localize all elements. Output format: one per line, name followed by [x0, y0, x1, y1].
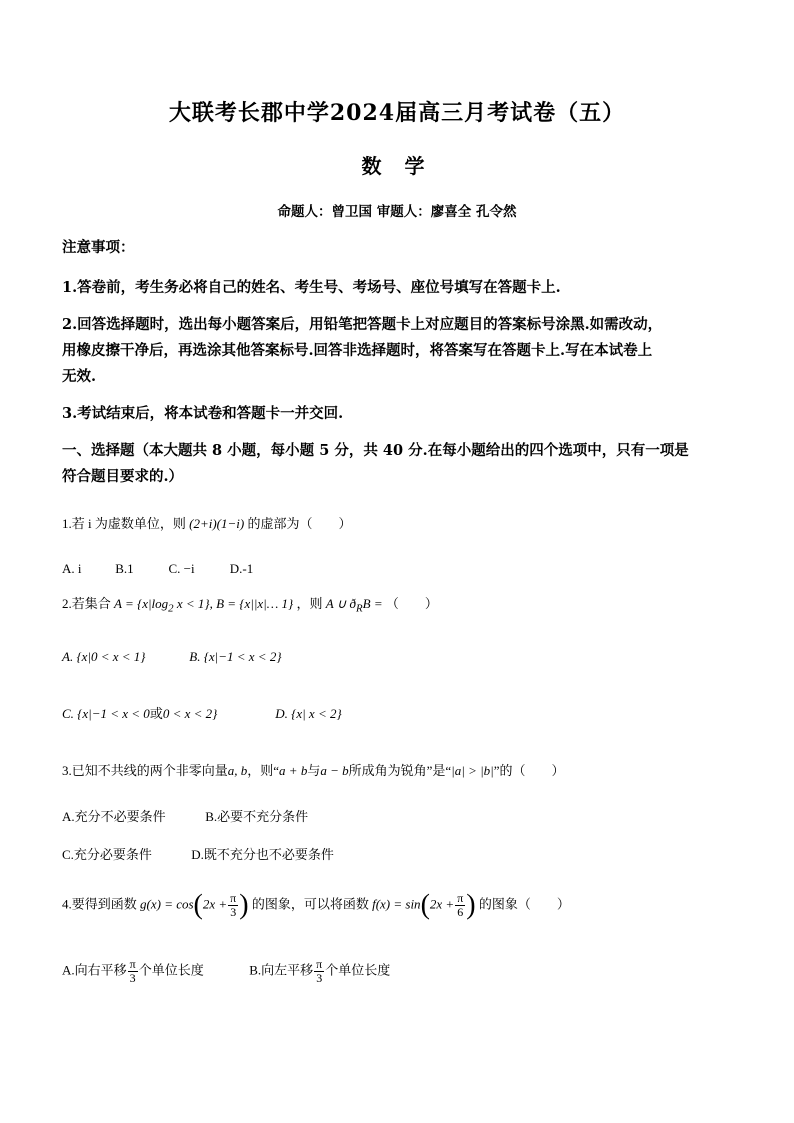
question-4-option-b-fraction [314, 958, 324, 985]
question-3-option-b[interactable]: B.必要不充分条件 [205, 809, 309, 824]
question-2-set-b: , B = {x||x|… 1} [209, 596, 294, 611]
question-4-option-a[interactable] [62, 958, 246, 985]
question-1-options [62, 561, 253, 577]
question-3-mid-1: ，则“ [247, 763, 280, 778]
question-4-g-fraction [228, 892, 238, 919]
question-2-suffix: （ ） [385, 596, 438, 611]
question-4-f-open-paren: ( [420, 889, 430, 921]
notice-item-3: 3.考试结束后，将本试卷和答题卡一并交回. [62, 405, 344, 422]
question-1-expression: (2+i)(1−i) [189, 516, 245, 531]
question-2-set-a-end: x < 1} [173, 596, 210, 611]
section-1-heading [62, 438, 689, 490]
question-2-prefix: 2.若集合 [62, 596, 111, 611]
question-1-option-b[interactable]: B.1 [115, 561, 134, 576]
question-4-f-numerator: π [457, 891, 464, 905]
question-2 [62, 593, 438, 615]
question-4-option-b[interactable] [249, 958, 390, 985]
question-4-option-b-post: 个单位长度 [325, 962, 391, 978]
question-4-g-inner: 2x + [202, 896, 228, 912]
question-1-option-a[interactable]: A. i [62, 561, 82, 576]
question-2-set-a [114, 596, 210, 615]
question-3-option-c[interactable]: C.充分必要条件 [62, 847, 152, 862]
question-2-set-a-main: A = {x|log [114, 596, 169, 611]
question-2-options-row-1 [62, 649, 282, 665]
question-3-mid-2: 与 [307, 763, 321, 778]
question-4-f-fraction [455, 892, 465, 919]
question-4-option-a-numerator: π [129, 957, 136, 971]
question-4-option-a-denominator: 3 [129, 971, 136, 985]
question-2-expression-main: A ∪ ð [325, 596, 357, 611]
notice-item-2-line-1: 2.回答选择题时，选出每小题答案后，用铅笔把答题卡上对应题目的答案标号涂黑.如需改动， [62, 316, 663, 333]
question-4-f-inner: 2x + [429, 896, 455, 912]
question-4-g-denominator: 3 [230, 905, 237, 919]
exam-title: 大联考长郡中学2024届高三月考试卷（五） [168, 100, 626, 126]
section-1-line-1: 一、选择题（本大题共 8 小题，每小题 5 分，共 40 分.在每小题给出的四个选项中，只有一项是 [62, 442, 689, 459]
question-4-g-close-paren: ) [239, 889, 249, 921]
question-4-f-close-paren: ) [466, 889, 476, 921]
question-2-expression-end: B = [362, 596, 383, 611]
question-4-g: g(x) = cos [140, 896, 194, 912]
question-4-option-a-post: 个单位长度 [138, 962, 204, 978]
question-4-option-b-denominator: 3 [316, 971, 323, 985]
question-4-f: f(x) = sin [372, 896, 421, 912]
question-1-prefix: 1.若 i 为虚数单位，则 [62, 516, 186, 531]
question-1-suffix: 的虚部为（ ） [247, 516, 352, 531]
subject-title: 数 学 [361, 154, 433, 178]
notice-item-2 [62, 312, 662, 390]
question-2-options-row-2 [62, 703, 342, 722]
question-3-mid-3: 所成角为锐角”是“ [348, 763, 452, 778]
question-3-suffix: ”的（ ） [493, 763, 565, 778]
question-2-expression [325, 596, 383, 615]
question-2-option-c-pre: C. {x|−1 < x < 0 [62, 706, 150, 721]
question-1 [62, 513, 351, 532]
question-2-expression-sub: R [356, 602, 363, 615]
authors-line: 命题人：曾卫国 审题人：廖喜全 孔令然 [277, 204, 517, 220]
question-2-option-c-end: 0 < x < 2} [162, 706, 218, 721]
question-4 [62, 889, 570, 921]
notice-item-1: 1.答卷前，考生务必将自己的姓名、考生号、考场号、座位号填写在答题卡上. [62, 279, 561, 296]
question-2-mid: ，则 [296, 596, 323, 611]
question-4-option-a-pre: A.向右平移 [62, 962, 127, 978]
question-3-sum: a + b [279, 763, 308, 778]
question-2-option-a[interactable]: A. {x|0 < x < 1} [62, 649, 146, 664]
question-2-option-d[interactable]: D. {x| x < 2} [275, 706, 342, 721]
question-2-option-c[interactable] [62, 703, 272, 722]
question-4-g-numerator: π [230, 891, 237, 905]
notice-heading: 注意事项： [62, 239, 135, 256]
question-3-diff: a − b [320, 763, 349, 778]
question-2-option-c-mid: 或 [149, 706, 163, 721]
question-1-option-d[interactable]: D.-1 [229, 561, 254, 576]
question-2-option-b[interactable]: B. {x|−1 < x < 2} [189, 649, 282, 664]
notice-item-2-line-2: 用橡皮擦干净后，再选涂其他答案标号.回答非选择题时，将答案写在答题卡上.写在本试卷上 [62, 342, 653, 359]
question-4-suffix: 的图象（ ） [478, 896, 570, 912]
question-3-prefix: 3.已知不共线的两个非零向量 [62, 763, 228, 778]
question-4-prefix: 4.要得到函数 [62, 896, 137, 912]
question-3-options-row-1 [62, 806, 308, 825]
question-3-option-a[interactable]: A.充分不必要条件 [62, 809, 166, 824]
question-3-option-d[interactable]: D.既不充分也不必要条件 [191, 847, 334, 862]
question-4-f-denominator: 6 [457, 905, 464, 919]
question-3 [62, 760, 565, 779]
question-4-options [62, 958, 390, 985]
question-4-option-b-numerator: π [316, 957, 323, 971]
question-4-option-b-pre: B.向左平移 [249, 962, 314, 978]
question-4-mid: 的图象，可以将函数 [251, 896, 369, 912]
section-1-line-2: 符合题目要求的.） [62, 468, 184, 485]
question-2-set-a-sub: 2 [168, 602, 174, 615]
notice-item-2-line-3: 无效. [62, 368, 97, 385]
question-4-g-open-paren: ( [193, 889, 203, 921]
question-1-option-c[interactable]: C. −i [168, 561, 195, 576]
question-3-options-row-2 [62, 844, 334, 863]
question-4-option-a-fraction [128, 958, 138, 985]
question-3-compare: |a| > |b| [451, 763, 494, 778]
question-3-vectors: a, b [227, 763, 248, 778]
